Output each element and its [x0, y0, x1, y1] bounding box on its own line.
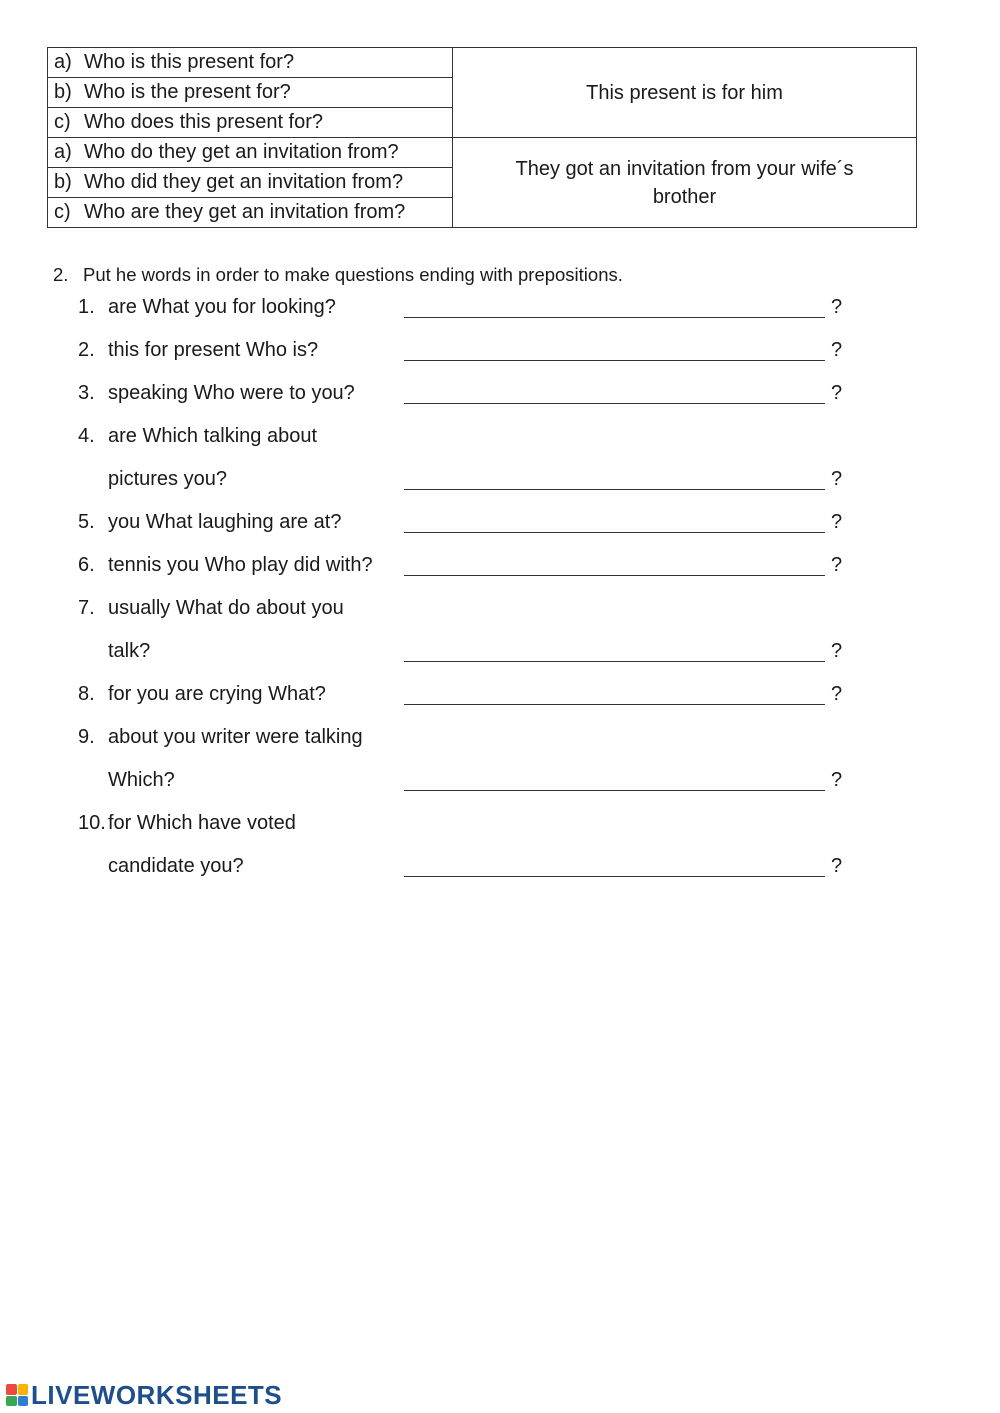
question-number: 1. [78, 296, 95, 318]
answer-input[interactable] [404, 679, 829, 707]
question-number: 10. [78, 812, 106, 834]
question-number: 8. [78, 683, 95, 705]
question-words: usually What do about you [108, 597, 344, 619]
question-number: 7. [78, 597, 95, 619]
option-cell[interactable] [48, 168, 453, 198]
section-number: 2. [53, 264, 69, 285]
logo-text: LIVEWORKSHEETS [31, 1379, 283, 1410]
question-number: 9. [78, 726, 95, 748]
answer-input[interactable] [404, 550, 829, 578]
question-mark: ? [831, 640, 843, 662]
table-row [48, 138, 917, 168]
option-text: Who is this present for? [84, 51, 295, 73]
question-words: are Which talking about [108, 425, 318, 447]
option-letter: b) [54, 171, 72, 193]
question-number: 2. [78, 339, 95, 361]
question-item [78, 552, 373, 578]
answer-input[interactable] [404, 292, 829, 320]
question-number: 5. [78, 511, 95, 533]
option-cell[interactable] [48, 78, 453, 108]
answer-cell: This present is for him [453, 48, 917, 138]
question-words-continued: pictures you? [108, 468, 227, 490]
question-mark: ? [831, 554, 843, 576]
question-mark: ? [831, 382, 843, 404]
table-row [48, 48, 917, 78]
question-words: this for present Who is? [108, 339, 319, 361]
question-item [78, 595, 344, 621]
question-item [78, 509, 342, 535]
question-mark: ? [831, 468, 843, 490]
instruction-text: Put he words in order to make questions ending with prepositions. [83, 264, 623, 285]
answer-input[interactable] [404, 378, 829, 406]
question-words-continued: talk? [108, 640, 151, 662]
option-letter: b) [54, 81, 72, 103]
question-item [78, 423, 317, 449]
question-mark: ? [831, 296, 843, 318]
option-cell[interactable] [48, 138, 453, 168]
question-number: 4. [78, 425, 95, 447]
question-words: about you writer were talking [108, 726, 363, 748]
question-words: speaking Who were to you? [108, 382, 355, 404]
question-mark: ? [831, 769, 843, 791]
answer-input[interactable] [404, 507, 829, 535]
option-letter: c) [54, 111, 71, 133]
option-text: Who does this present for? [84, 111, 324, 133]
option-text: Who are they get an invitation from? [84, 201, 406, 223]
question-mark: ? [831, 683, 843, 705]
question-words-continued: candidate you? [108, 855, 244, 877]
question-words: for you are crying What? [108, 683, 326, 705]
question-words: for Which have voted [108, 812, 296, 834]
option-letter: a) [54, 51, 72, 73]
question-number: 3. [78, 382, 95, 404]
question-mark: ? [831, 855, 843, 877]
answer-input[interactable] [404, 765, 829, 793]
option-text: Who did they get an invitation from? [84, 171, 404, 193]
question-words-continued: Which? [108, 769, 175, 791]
section-2-instruction [53, 264, 623, 286]
answer-input[interactable] [404, 464, 829, 492]
question-item [78, 294, 336, 320]
question-words: tennis you Who play did with? [108, 554, 373, 576]
question-mark: ? [831, 511, 843, 533]
question-words: are What you for looking? [108, 296, 336, 318]
answer-cell [453, 138, 917, 228]
option-text: Who do they get an invitation from? [84, 141, 399, 163]
question-item [78, 681, 326, 707]
question-mark: ? [831, 339, 843, 361]
option-cell[interactable] [48, 198, 453, 228]
multiple-choice-table [47, 47, 917, 228]
question-item [78, 810, 296, 836]
liveworksheets-logo-icon [6, 1384, 28, 1406]
answer-input[interactable] [404, 335, 829, 363]
question-item [78, 337, 318, 363]
option-letter: a) [54, 141, 72, 163]
answer-input[interactable] [404, 851, 829, 879]
option-text: Who is the present for? [84, 81, 291, 103]
question-number: 6. [78, 554, 95, 576]
liveworksheets-logo [6, 1380, 282, 1410]
option-cell[interactable] [48, 108, 453, 138]
question-item [78, 380, 355, 406]
answer-input[interactable] [404, 636, 829, 664]
option-cell[interactable] [48, 48, 453, 78]
answer-text: They got an invitation from your wife´s brother [515, 157, 854, 208]
question-item [78, 724, 363, 750]
question-words: you What laughing are at? [108, 511, 342, 533]
option-letter: c) [54, 201, 71, 223]
